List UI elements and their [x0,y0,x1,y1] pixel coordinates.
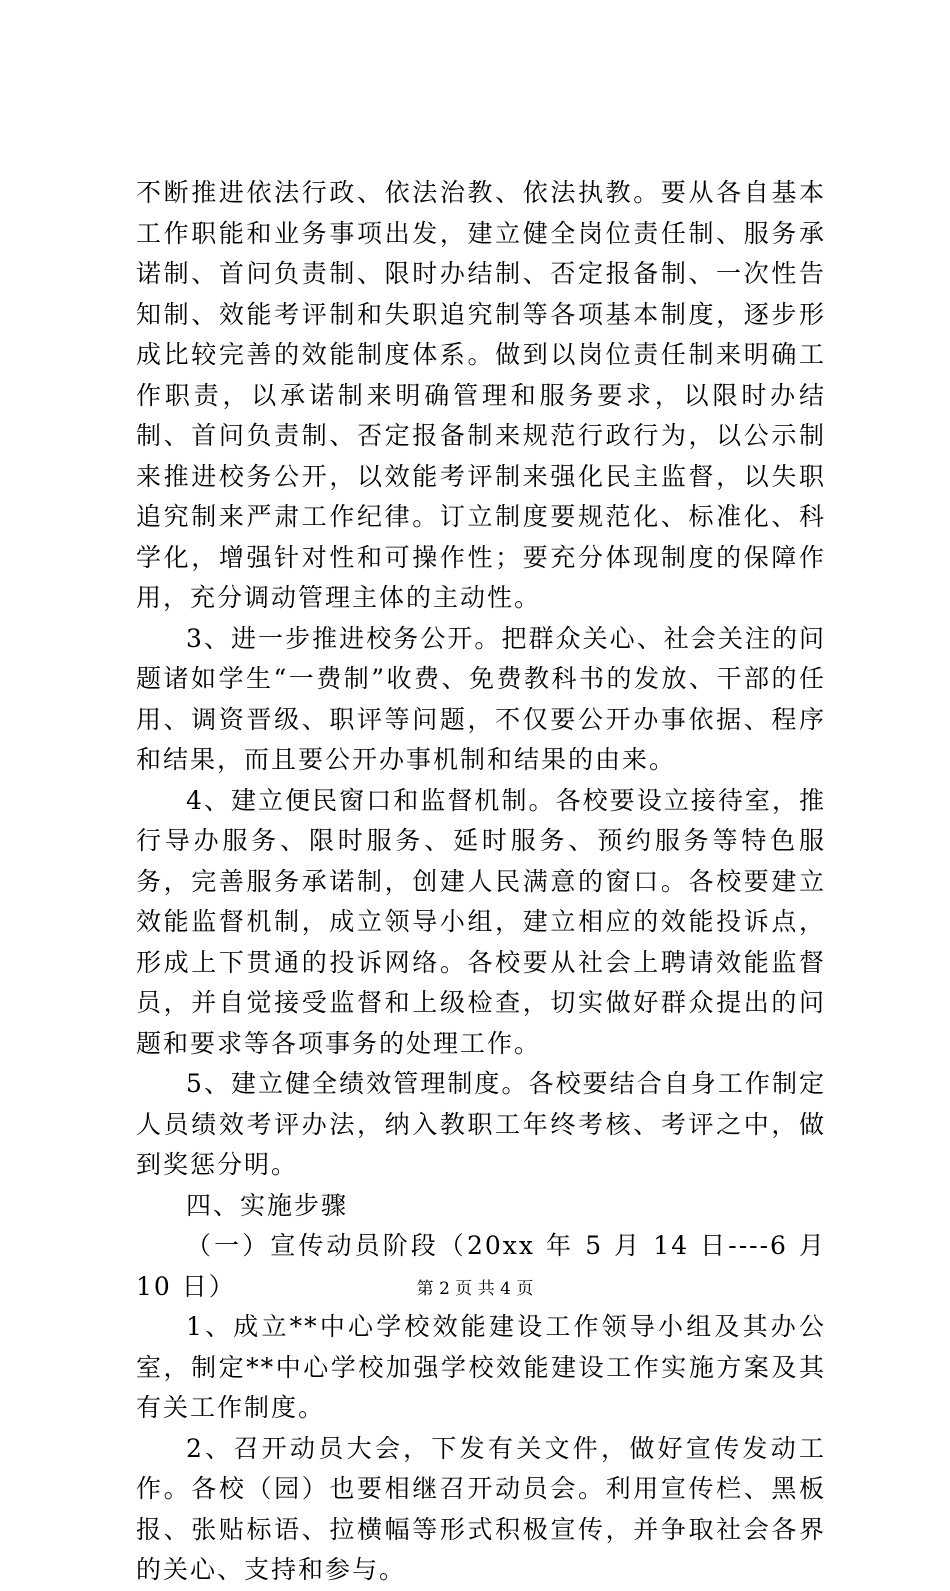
page-footer: 第 2 页 共 4 页 [416,1279,534,1299]
section-heading-steps: 四、实施步骤 [186,1190,349,1220]
paragraph-step-1: 1、成立**中心学校效能建设工作领导小组及其办公室，制定**中心学校加强学校效能建设工作实施方案及其有关工作制度。 [136,1312,826,1422]
paragraph-item-4: 4、建立便民窗口和监督机制。各校要设立接待室，推行导办服务、限时服务、延时服务、预约服务等特色服务，完善服务承诺制，创建人民满意的窗口。各校要建立效能监督机制，成立领导小组，建立相应的效能投诉点，形成上下贯通的投诉网络。各校要从社会上聘请效能监督员，并自觉接受监督和上级检查，切实做好群众提出的问题和要求等各项事务的处理工作。 [136,785,826,1058]
paragraph-continuation: 不断推进依法行政、依法治教、依法执教。要从各自基本工作职能和业务事项出发，建立健全岗位责任制、服务承诺制、首问负责制、限时办结制、否定报备制、一次性告知制、效能考评制和失职追究制等各项基本制度，逐步形成比较完善的效能制度体系。做到以岗位责任制来明确工作职责，以承诺制来明确管理和服务要求，以限时办结制、首问负责制、否定报备制来规范行政行为，以公示制来推进校务公开，以效能考评制来强化民主监督，以失职追究制来严肃工作纪律。订立制度要规范化、标准化、科学化，增强针对性和可操作性；要充分体现制度的保障作用，充分调动管理主体的主动性。 [136,178,826,612]
subsection-heading-stage-1: （一）宣传动员阶段（20xx 年 5 月 14 日----6 月 10 日） [136,1231,826,1301]
paragraph-step-2: 2、召开动员大会，下发有关文件，做好宣传发动工作。各校（园）也要相继召开动员会。利用宣传栏、黑板报、张贴标语、拉横幅等形式积极宣传，并争取社会各界的关心、支持和参与。 [136,1433,826,1584]
paragraph-item-5: 5、建立健全绩效管理制度。各校要结合自身工作制定人员绩效考评办法，纳入教职工年终考核、考评之中，做到奖惩分明。 [136,1069,826,1179]
document-body [136,173,826,1591]
paragraph-item-3: 3、进一步推进校务公开。把群众关心、社会关注的问题诸如学生“一费制”收费、免费教科书的发放、干部的任用、调资晋级、职评等问题，不仅要公开办事依据、程序和结果，而且要公开办事机制和结果的由来。 [136,623,826,774]
